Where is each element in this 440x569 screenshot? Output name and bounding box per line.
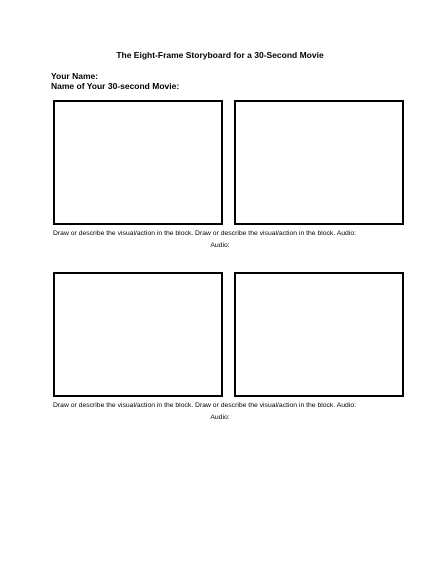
storyboard-frame-1 [53,100,223,225]
storyboard-frame-3 [53,272,223,397]
frame-row-2-audio-label: Audio: [210,414,230,421]
frame-row-1-audio-label: Audio: [210,242,230,249]
your-name-label: Your Name: [51,71,99,81]
storyboard-frame-4 [234,272,404,397]
frame-row-2-caption: Draw or describe the visual/action in the block. Draw or describe the visual/action in the block. Audio: [53,402,356,409]
page-title: The Eight-Frame Storyboard for a 30-Second Movie [116,50,324,60]
movie-name-label: Name of Your 30-second Movie: [51,81,180,91]
frame-row-1-caption: Draw or describe the visual/action in the block. Draw or describe the visual/action in the block. Audio: [53,230,356,237]
storyboard-frame-2 [234,100,404,225]
